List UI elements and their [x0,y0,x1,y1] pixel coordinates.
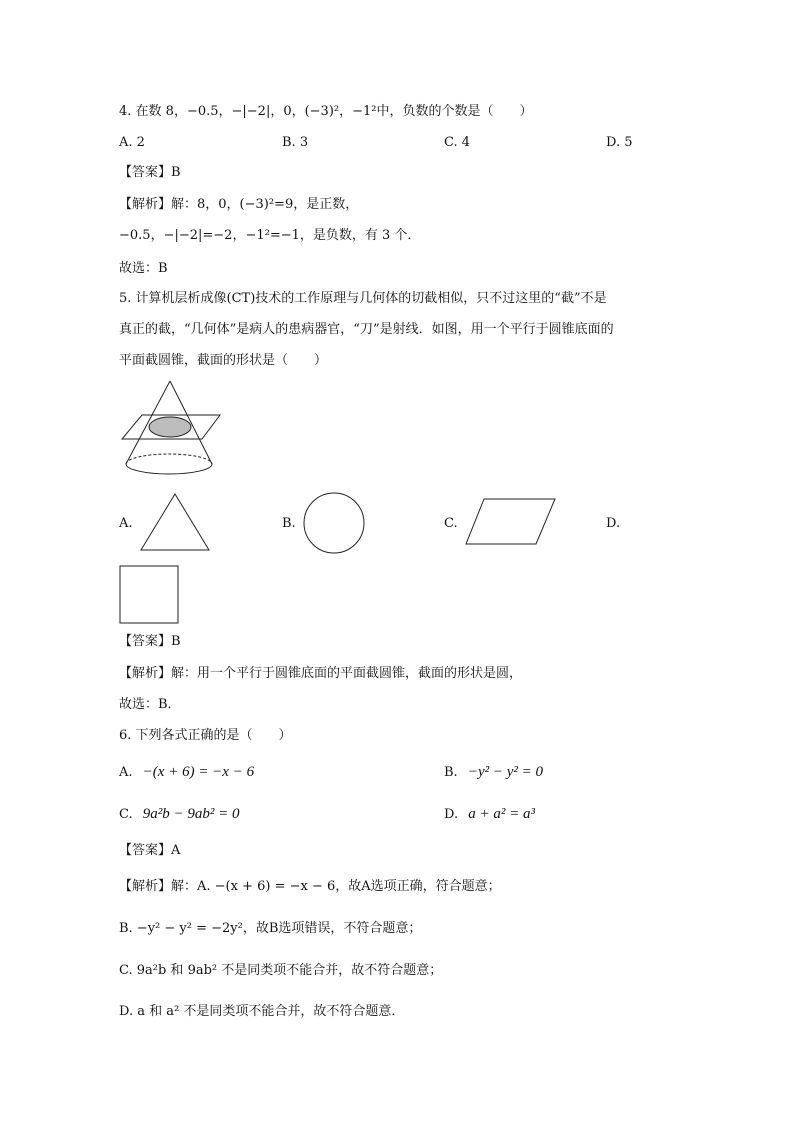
q6-option-b [444,763,543,782]
q4-analysis-line-1: 【解析】解：8，0，(−3)²=9，是正数， [119,197,359,212]
q6-answer: 【答案】A [119,843,181,858]
q4-answer: 【答案】B [119,165,181,180]
q5-analysis-line-2: 故选：B． [119,697,181,712]
q5-option-a-label: A. [119,516,133,531]
q6-analysis-line-1: 【解析】解：A. −(x + 6) = −x − 6，故A选项正确，符合题意； [119,879,501,894]
q5-question-line-3: 平面截圆锥，截面的形状是（ ） [119,353,328,368]
q5-question-line-2: 真正的截，“几何体”是病人的患病器官，“刀”是射线．如图，用一个平行于圆锥底面的 [119,322,614,337]
q4-option-a: A. 2 [119,135,145,150]
cone-cross-section-figure [118,378,223,480]
q6-option-a-expr: −(x + 6) = −x − 6 [142,764,255,780]
parallelogram-shape [464,497,558,547]
q6-question: 6. 下列各式正确的是（ ） [119,728,292,743]
q6-option-d [444,805,535,824]
q6-analysis-line-2: B. −y² − y² = −2y²，故B选项错误，不符合题意； [119,921,422,936]
q6-analysis-line-4: D. a 和 a² 不是同类项不能合并，故不符合题意． [119,1004,405,1019]
q6-option-d-label: D. [444,807,459,822]
q5-option-c-label: C. [444,516,458,531]
q6-option-c-label: C. [119,807,133,822]
q4-analysis-line-2: −0.5，−|−2|=−2，−1²=−1，是负数，有 3 个． [119,228,421,243]
q4-analysis-line-3: 故选：B [119,261,168,276]
q6-option-b-expr: −y² − y² = 0 [467,764,544,780]
q5-answer: 【答案】B [119,634,181,649]
q5-question-line-1: 5. 计算机层析成像(CT)技术的工作原理与几何体的切截相似，只不过这里的“截”不是 [119,291,607,306]
q6-option-a-label: A. [119,765,133,780]
q5-option-b-label: B. [282,516,296,531]
q4-option-c: C. 4 [444,135,471,150]
q4-option-b: B. 3 [282,135,309,150]
q6-analysis-line-3: C. 9a²b 和 9ab² 不是同类项不能合并，故不符合题意； [119,963,443,978]
triangle-shape [139,492,211,552]
q5-analysis-line-1: 【解析】解：用一个平行于圆锥底面的平面截圆锥，截面的形状是圆， [119,666,523,681]
q6-option-a [119,763,254,782]
q6-option-b-label: B. [444,765,458,780]
q4-question: 4. 在数 8，−0.5，−|−2|，0，(−3)²，−1²中，负数的个数是（ ） [119,104,533,119]
q6-option-c-expr: 9a²b − 9ab² = 0 [142,806,240,822]
q4-option-d: D. 5 [606,135,633,150]
circle-shape [301,492,367,554]
q6-option-d-expr: a + a² = a³ [468,806,535,822]
q5-option-d-label: D. [606,516,621,531]
square-shape [119,565,181,625]
q6-option-c [119,805,240,824]
